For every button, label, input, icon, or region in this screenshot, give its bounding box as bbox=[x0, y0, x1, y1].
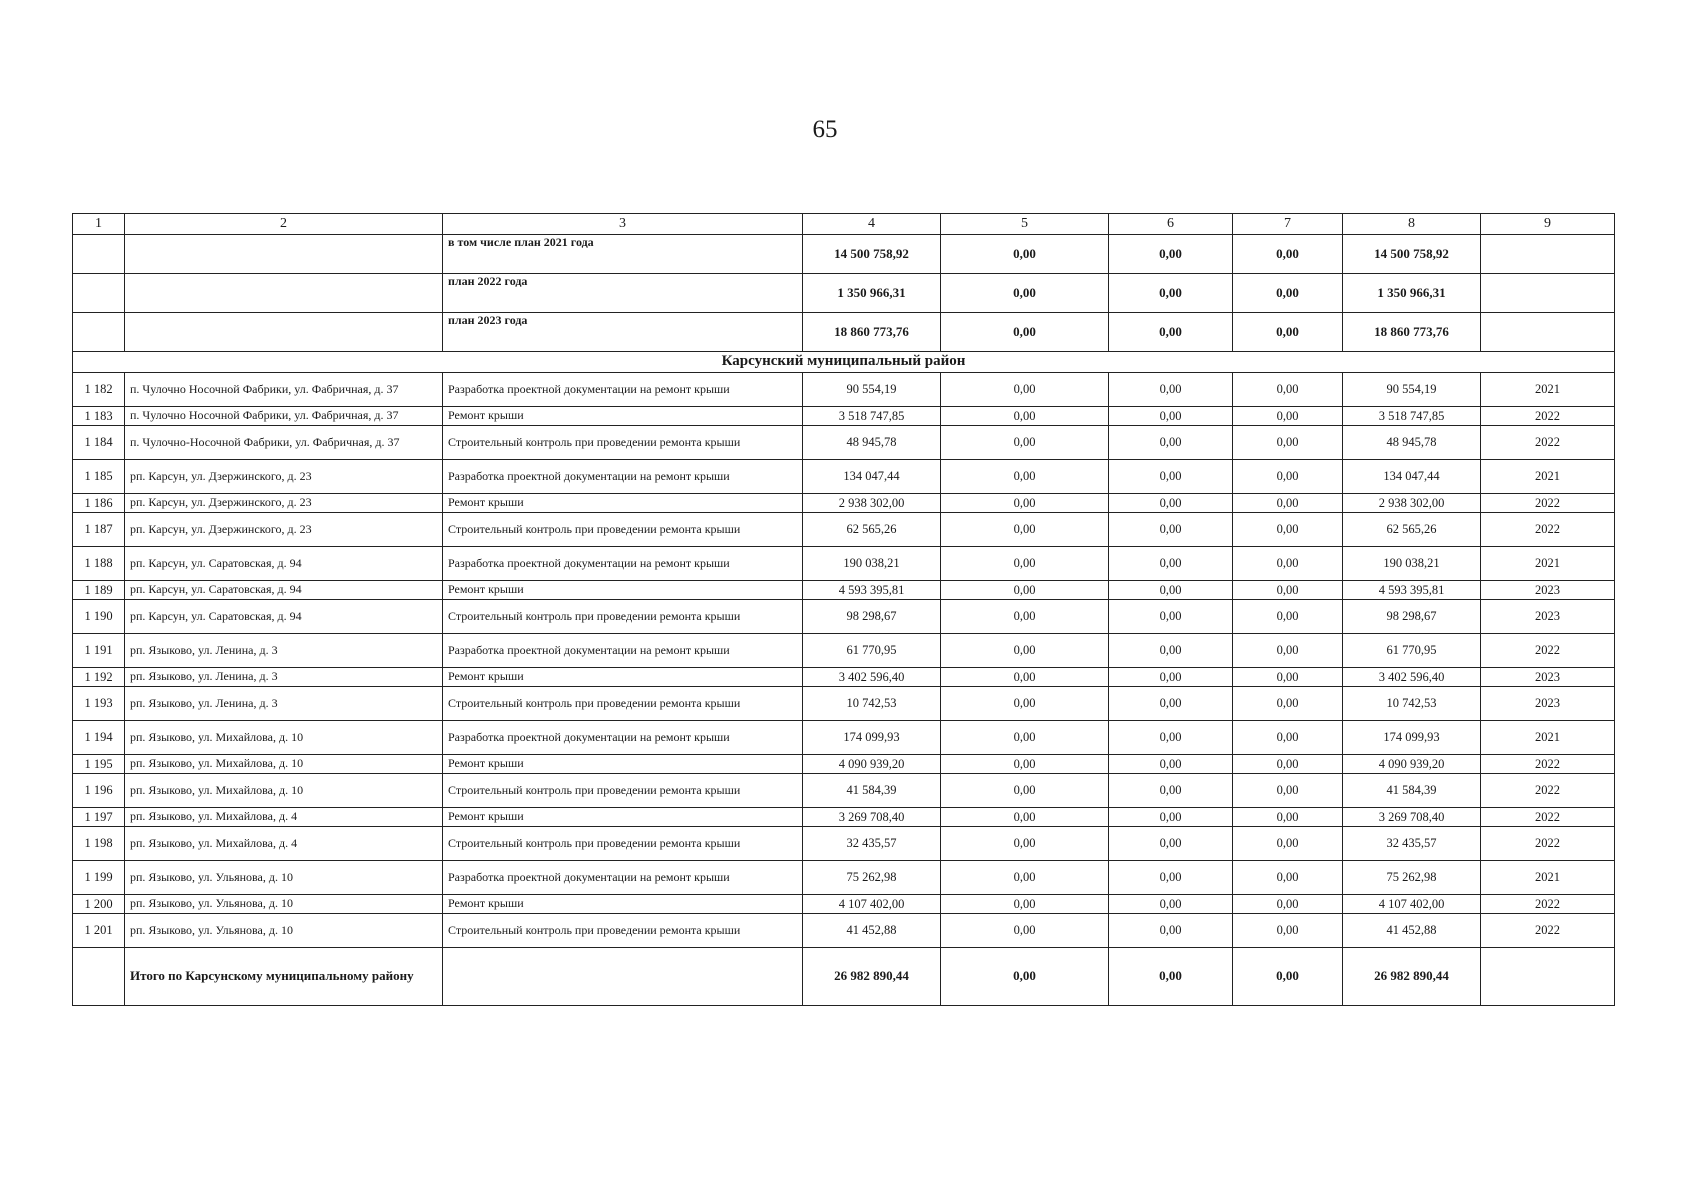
address-cell: рп. Языково, ул. Михайлова, д. 10 bbox=[125, 755, 443, 774]
year-cell bbox=[1481, 235, 1615, 274]
work-type-cell: Ремонт крыши bbox=[443, 895, 803, 914]
amount-cell: 0,00 bbox=[1233, 808, 1343, 827]
row-number: 1 182 bbox=[73, 373, 125, 407]
amount-cell: 0,00 bbox=[1109, 600, 1233, 634]
table-row bbox=[73, 914, 1615, 948]
amount-cell: 0,00 bbox=[941, 755, 1109, 774]
amount-cell: 0,00 bbox=[941, 668, 1109, 687]
plan-label: план 2023 года bbox=[443, 313, 803, 352]
column-number: 8 bbox=[1343, 214, 1481, 235]
amount-cell: 62 565,26 bbox=[803, 513, 941, 547]
amount-cell: 0,00 bbox=[1109, 313, 1233, 352]
year-cell: 2021 bbox=[1481, 547, 1615, 581]
section-header-row bbox=[73, 352, 1615, 373]
amount-cell: 0,00 bbox=[1109, 914, 1233, 948]
plan-label: в том числе план 2021 года bbox=[443, 235, 803, 274]
amount-cell: 0,00 bbox=[1109, 547, 1233, 581]
year-cell: 2021 bbox=[1481, 721, 1615, 755]
year-cell: 2022 bbox=[1481, 426, 1615, 460]
amount-cell: 0,00 bbox=[1233, 274, 1343, 313]
amount-cell: 4 090 939,20 bbox=[803, 755, 941, 774]
amount-cell: 41 584,39 bbox=[1343, 774, 1481, 808]
total-label: Итого по Карсунскому муниципальному району bbox=[125, 948, 443, 1006]
amount-cell: 174 099,93 bbox=[1343, 721, 1481, 755]
amount-cell: 0,00 bbox=[1233, 373, 1343, 407]
row-number: 1 196 bbox=[73, 774, 125, 808]
table-row bbox=[73, 581, 1615, 600]
year-cell bbox=[1481, 274, 1615, 313]
column-number: 3 bbox=[443, 214, 803, 235]
row-number: 1 193 bbox=[73, 687, 125, 721]
year-cell: 2021 bbox=[1481, 861, 1615, 895]
amount-cell: 0,00 bbox=[1233, 460, 1343, 494]
amount-cell: 0,00 bbox=[941, 407, 1109, 426]
amount-cell: 0,00 bbox=[1109, 274, 1233, 313]
row-number: 1 199 bbox=[73, 861, 125, 895]
table-row bbox=[73, 861, 1615, 895]
row-number: 1 197 bbox=[73, 808, 125, 827]
amount-cell: 3 269 708,40 bbox=[803, 808, 941, 827]
address-cell: рп. Языково, ул. Ленина, д. 3 bbox=[125, 687, 443, 721]
work-type-cell: Разработка проектной документации на ремонт крыши bbox=[443, 460, 803, 494]
table-row bbox=[73, 895, 1615, 914]
amount-cell: 0,00 bbox=[1233, 235, 1343, 274]
work-type-cell: Разработка проектной документации на ремонт крыши bbox=[443, 861, 803, 895]
work-type-cell: Ремонт крыши bbox=[443, 407, 803, 426]
amount-cell: 75 262,98 bbox=[1343, 861, 1481, 895]
table-row bbox=[73, 687, 1615, 721]
row-number: 1 186 bbox=[73, 494, 125, 513]
year-cell: 2022 bbox=[1481, 407, 1615, 426]
amount-cell: 0,00 bbox=[941, 581, 1109, 600]
amount-cell: 32 435,57 bbox=[1343, 827, 1481, 861]
amount-cell: 4 107 402,00 bbox=[1343, 895, 1481, 914]
budget-table bbox=[72, 213, 1615, 1006]
amount-cell: 0,00 bbox=[1233, 426, 1343, 460]
amount-cell: 2 938 302,00 bbox=[803, 494, 941, 513]
row-number: 1 191 bbox=[73, 634, 125, 668]
table-row bbox=[73, 774, 1615, 808]
amount-cell: 4 593 395,81 bbox=[1343, 581, 1481, 600]
amount-cell: 0,00 bbox=[941, 494, 1109, 513]
year-cell bbox=[1481, 948, 1615, 1006]
total-amount-cell: 0,00 bbox=[941, 948, 1109, 1006]
table-row bbox=[73, 407, 1615, 426]
table-row bbox=[73, 547, 1615, 581]
table-row bbox=[73, 808, 1615, 827]
column-number: 5 bbox=[941, 214, 1109, 235]
address-cell bbox=[125, 313, 443, 352]
amount-cell: 4 107 402,00 bbox=[803, 895, 941, 914]
year-cell: 2022 bbox=[1481, 808, 1615, 827]
amount-cell: 0,00 bbox=[1109, 755, 1233, 774]
amount-cell: 0,00 bbox=[1233, 494, 1343, 513]
work-type-cell: Ремонт крыши bbox=[443, 808, 803, 827]
amount-cell: 0,00 bbox=[941, 861, 1109, 895]
work-type-cell: Разработка проектной документации на ремонт крыши bbox=[443, 373, 803, 407]
year-cell: 2022 bbox=[1481, 914, 1615, 948]
column-number: 9 bbox=[1481, 214, 1615, 235]
amount-cell: 0,00 bbox=[941, 634, 1109, 668]
address-cell: рп. Языково, ул. Михайлова, д. 10 bbox=[125, 721, 443, 755]
plan-row bbox=[73, 313, 1615, 352]
amount-cell: 0,00 bbox=[1233, 313, 1343, 352]
amount-cell: 90 554,19 bbox=[1343, 373, 1481, 407]
amount-cell: 0,00 bbox=[1109, 827, 1233, 861]
row-number: 1 188 bbox=[73, 547, 125, 581]
amount-cell: 98 298,67 bbox=[803, 600, 941, 634]
year-cell: 2023 bbox=[1481, 581, 1615, 600]
amount-cell: 0,00 bbox=[941, 721, 1109, 755]
amount-cell: 0,00 bbox=[941, 235, 1109, 274]
address-cell: рп. Карсун, ул. Дзержинского, д. 23 bbox=[125, 460, 443, 494]
amount-cell: 0,00 bbox=[1109, 581, 1233, 600]
plan-row bbox=[73, 235, 1615, 274]
table-row bbox=[73, 494, 1615, 513]
amount-cell: 41 452,88 bbox=[1343, 914, 1481, 948]
amount-cell: 0,00 bbox=[1109, 513, 1233, 547]
year-cell: 2021 bbox=[1481, 460, 1615, 494]
work-type-cell: Разработка проектной документации на ремонт крыши bbox=[443, 721, 803, 755]
amount-cell: 0,00 bbox=[941, 274, 1109, 313]
address-cell: рп. Языково, ул. Ленина, д. 3 bbox=[125, 634, 443, 668]
amount-cell: 14 500 758,92 bbox=[803, 235, 941, 274]
amount-cell: 0,00 bbox=[1109, 426, 1233, 460]
amount-cell: 0,00 bbox=[1233, 895, 1343, 914]
amount-cell: 4 090 939,20 bbox=[1343, 755, 1481, 774]
column-number-row bbox=[73, 214, 1615, 235]
amount-cell: 0,00 bbox=[941, 547, 1109, 581]
plan-row bbox=[73, 274, 1615, 313]
amount-cell: 61 770,95 bbox=[1343, 634, 1481, 668]
amount-cell: 32 435,57 bbox=[803, 827, 941, 861]
amount-cell: 0,00 bbox=[1233, 513, 1343, 547]
work-type-cell: Ремонт крыши bbox=[443, 494, 803, 513]
work-type-cell: Строительный контроль при проведении ремонта крыши bbox=[443, 687, 803, 721]
amount-cell: 0,00 bbox=[1233, 668, 1343, 687]
year-cell: 2023 bbox=[1481, 687, 1615, 721]
row-number: 1 184 bbox=[73, 426, 125, 460]
address-cell: рп. Языково, ул. Ульянова, д. 10 bbox=[125, 895, 443, 914]
year-cell: 2022 bbox=[1481, 494, 1615, 513]
amount-cell: 0,00 bbox=[1109, 895, 1233, 914]
amount-cell: 0,00 bbox=[1109, 861, 1233, 895]
row-number: 1 192 bbox=[73, 668, 125, 687]
amount-cell: 0,00 bbox=[1233, 547, 1343, 581]
address-cell: рп. Карсун, ул. Дзержинского, д. 23 bbox=[125, 494, 443, 513]
amount-cell: 0,00 bbox=[1233, 581, 1343, 600]
address-cell: рп. Языково, ул. Ленина, д. 3 bbox=[125, 668, 443, 687]
year-cell: 2023 bbox=[1481, 600, 1615, 634]
amount-cell: 0,00 bbox=[1233, 914, 1343, 948]
amount-cell: 1 350 966,31 bbox=[1343, 274, 1481, 313]
address-cell: п. Чулочно-Носочной Фабрики, ул. Фабричная, д. 37 bbox=[125, 426, 443, 460]
address-cell: рп. Языково, ул. Михайлова, д. 4 bbox=[125, 808, 443, 827]
amount-cell: 0,00 bbox=[941, 808, 1109, 827]
row-number: 1 201 bbox=[73, 914, 125, 948]
address-cell bbox=[125, 235, 443, 274]
address-cell: п. Чулочно Носочной Фабрики, ул. Фабричная, д. 37 bbox=[125, 407, 443, 426]
column-number: 6 bbox=[1109, 214, 1233, 235]
amount-cell: 0,00 bbox=[941, 827, 1109, 861]
column-number: 2 bbox=[125, 214, 443, 235]
amount-cell: 0,00 bbox=[1109, 634, 1233, 668]
address-cell: п. Чулочно Носочной Фабрики, ул. Фабричная, д. 37 bbox=[125, 373, 443, 407]
column-number: 7 bbox=[1233, 214, 1343, 235]
plan-label: план 2022 года bbox=[443, 274, 803, 313]
amount-cell: 10 742,53 bbox=[803, 687, 941, 721]
amount-cell: 134 047,44 bbox=[803, 460, 941, 494]
work-type-cell: Строительный контроль при проведении ремонта крыши bbox=[443, 426, 803, 460]
section-title: Карсунский муниципальный район bbox=[73, 352, 1615, 373]
amount-cell: 41 452,88 bbox=[803, 914, 941, 948]
work-type-cell: Ремонт крыши bbox=[443, 755, 803, 774]
address-cell: рп. Языково, ул. Ульянова, д. 10 bbox=[125, 914, 443, 948]
amount-cell: 3 269 708,40 bbox=[1343, 808, 1481, 827]
work-type-cell: Строительный контроль при проведении ремонта крыши bbox=[443, 513, 803, 547]
year-cell: 2022 bbox=[1481, 895, 1615, 914]
amount-cell: 61 770,95 bbox=[803, 634, 941, 668]
amount-cell: 0,00 bbox=[1109, 407, 1233, 426]
table-row bbox=[73, 827, 1615, 861]
row-number: 1 198 bbox=[73, 827, 125, 861]
amount-cell: 0,00 bbox=[941, 513, 1109, 547]
total-amount-cell: 0,00 bbox=[1233, 948, 1343, 1006]
amount-cell: 48 945,78 bbox=[803, 426, 941, 460]
address-cell: рп. Языково, ул. Михайлова, д. 10 bbox=[125, 774, 443, 808]
year-cell: 2022 bbox=[1481, 513, 1615, 547]
work-type-cell: Строительный контроль при проведении ремонта крыши bbox=[443, 600, 803, 634]
year-cell: 2022 bbox=[1481, 774, 1615, 808]
year-cell: 2022 bbox=[1481, 827, 1615, 861]
amount-cell: 98 298,67 bbox=[1343, 600, 1481, 634]
table-row bbox=[73, 634, 1615, 668]
work-type-cell: Разработка проектной документации на ремонт крыши bbox=[443, 547, 803, 581]
row-number-cell bbox=[73, 948, 125, 1006]
total-amount-cell: 26 982 890,44 bbox=[1343, 948, 1481, 1006]
amount-cell: 75 262,98 bbox=[803, 861, 941, 895]
year-cell: 2022 bbox=[1481, 755, 1615, 774]
amount-cell: 3 518 747,85 bbox=[803, 407, 941, 426]
amount-cell: 0,00 bbox=[1109, 373, 1233, 407]
amount-cell: 0,00 bbox=[1233, 774, 1343, 808]
amount-cell: 2 938 302,00 bbox=[1343, 494, 1481, 513]
amount-cell: 0,00 bbox=[1233, 600, 1343, 634]
total-amount-cell: 0,00 bbox=[1109, 948, 1233, 1006]
address-cell: рп. Карсун, ул. Саратовская, д. 94 bbox=[125, 581, 443, 600]
work-type-cell: Строительный контроль при проведении ремонта крыши bbox=[443, 827, 803, 861]
row-number-cell bbox=[73, 274, 125, 313]
table-row bbox=[73, 460, 1615, 494]
amount-cell: 0,00 bbox=[1109, 687, 1233, 721]
total-row bbox=[73, 948, 1615, 1006]
amount-cell: 0,00 bbox=[1109, 774, 1233, 808]
amount-cell: 62 565,26 bbox=[1343, 513, 1481, 547]
amount-cell: 0,00 bbox=[941, 895, 1109, 914]
address-cell: рп. Языково, ул. Михайлова, д. 4 bbox=[125, 827, 443, 861]
table-row bbox=[73, 668, 1615, 687]
table-row bbox=[73, 721, 1615, 755]
row-number: 1 190 bbox=[73, 600, 125, 634]
row-number-cell bbox=[73, 235, 125, 274]
row-number: 1 187 bbox=[73, 513, 125, 547]
amount-cell: 0,00 bbox=[1109, 721, 1233, 755]
year-cell bbox=[1481, 313, 1615, 352]
amount-cell: 90 554,19 bbox=[803, 373, 941, 407]
amount-cell: 0,00 bbox=[941, 460, 1109, 494]
amount-cell: 0,00 bbox=[1233, 634, 1343, 668]
total-amount-cell: 26 982 890,44 bbox=[803, 948, 941, 1006]
amount-cell: 0,00 bbox=[1233, 687, 1343, 721]
amount-cell: 0,00 bbox=[941, 687, 1109, 721]
amount-cell: 0,00 bbox=[1109, 808, 1233, 827]
amount-cell: 18 860 773,76 bbox=[803, 313, 941, 352]
amount-cell: 0,00 bbox=[941, 774, 1109, 808]
work-type-cell: Разработка проектной документации на ремонт крыши bbox=[443, 634, 803, 668]
amount-cell: 3 402 596,40 bbox=[803, 668, 941, 687]
table-row bbox=[73, 755, 1615, 774]
work-type-cell: Строительный контроль при проведении ремонта крыши bbox=[443, 774, 803, 808]
address-cell bbox=[125, 274, 443, 313]
amount-cell: 0,00 bbox=[941, 313, 1109, 352]
row-number-cell bbox=[73, 313, 125, 352]
amount-cell: 18 860 773,76 bbox=[1343, 313, 1481, 352]
table-row bbox=[73, 513, 1615, 547]
amount-cell: 0,00 bbox=[1109, 494, 1233, 513]
amount-cell: 0,00 bbox=[941, 426, 1109, 460]
amount-cell: 3 402 596,40 bbox=[1343, 668, 1481, 687]
work-type-cell bbox=[443, 948, 803, 1006]
amount-cell: 134 047,44 bbox=[1343, 460, 1481, 494]
address-cell: рп. Языково, ул. Ульянова, д. 10 bbox=[125, 861, 443, 895]
table-row bbox=[73, 426, 1615, 460]
amount-cell: 3 518 747,85 bbox=[1343, 407, 1481, 426]
amount-cell: 4 593 395,81 bbox=[803, 581, 941, 600]
year-cell: 2023 bbox=[1481, 668, 1615, 687]
amount-cell: 174 099,93 bbox=[803, 721, 941, 755]
work-type-cell: Ремонт крыши bbox=[443, 581, 803, 600]
address-cell: рп. Карсун, ул. Саратовская, д. 94 bbox=[125, 600, 443, 634]
work-type-cell: Строительный контроль при проведении ремонта крыши bbox=[443, 914, 803, 948]
amount-cell: 0,00 bbox=[1233, 721, 1343, 755]
amount-cell: 0,00 bbox=[1233, 827, 1343, 861]
amount-cell: 0,00 bbox=[1109, 460, 1233, 494]
row-number: 1 195 bbox=[73, 755, 125, 774]
amount-cell: 10 742,53 bbox=[1343, 687, 1481, 721]
amount-cell: 0,00 bbox=[1109, 668, 1233, 687]
table-row bbox=[73, 600, 1615, 634]
work-type-cell: Ремонт крыши bbox=[443, 668, 803, 687]
amount-cell: 0,00 bbox=[941, 600, 1109, 634]
row-number: 1 194 bbox=[73, 721, 125, 755]
row-number: 1 185 bbox=[73, 460, 125, 494]
year-cell: 2022 bbox=[1481, 634, 1615, 668]
address-cell: рп. Карсун, ул. Дзержинского, д. 23 bbox=[125, 513, 443, 547]
page-number: 65 bbox=[812, 116, 838, 143]
amount-cell: 48 945,78 bbox=[1343, 426, 1481, 460]
row-number: 1 200 bbox=[73, 895, 125, 914]
amount-cell: 0,00 bbox=[1233, 755, 1343, 774]
row-number: 1 189 bbox=[73, 581, 125, 600]
amount-cell: 190 038,21 bbox=[803, 547, 941, 581]
column-number: 1 bbox=[73, 214, 125, 235]
amount-cell: 0,00 bbox=[941, 914, 1109, 948]
column-number: 4 bbox=[803, 214, 941, 235]
table-row bbox=[73, 373, 1615, 407]
amount-cell: 1 350 966,31 bbox=[803, 274, 941, 313]
address-cell: рп. Карсун, ул. Саратовская, д. 94 bbox=[125, 547, 443, 581]
amount-cell: 190 038,21 bbox=[1343, 547, 1481, 581]
amount-cell: 41 584,39 bbox=[803, 774, 941, 808]
amount-cell: 0,00 bbox=[1233, 861, 1343, 895]
amount-cell: 0,00 bbox=[941, 373, 1109, 407]
amount-cell: 0,00 bbox=[1109, 235, 1233, 274]
amount-cell: 14 500 758,92 bbox=[1343, 235, 1481, 274]
amount-cell: 0,00 bbox=[1233, 407, 1343, 426]
year-cell: 2021 bbox=[1481, 373, 1615, 407]
row-number: 1 183 bbox=[73, 407, 125, 426]
